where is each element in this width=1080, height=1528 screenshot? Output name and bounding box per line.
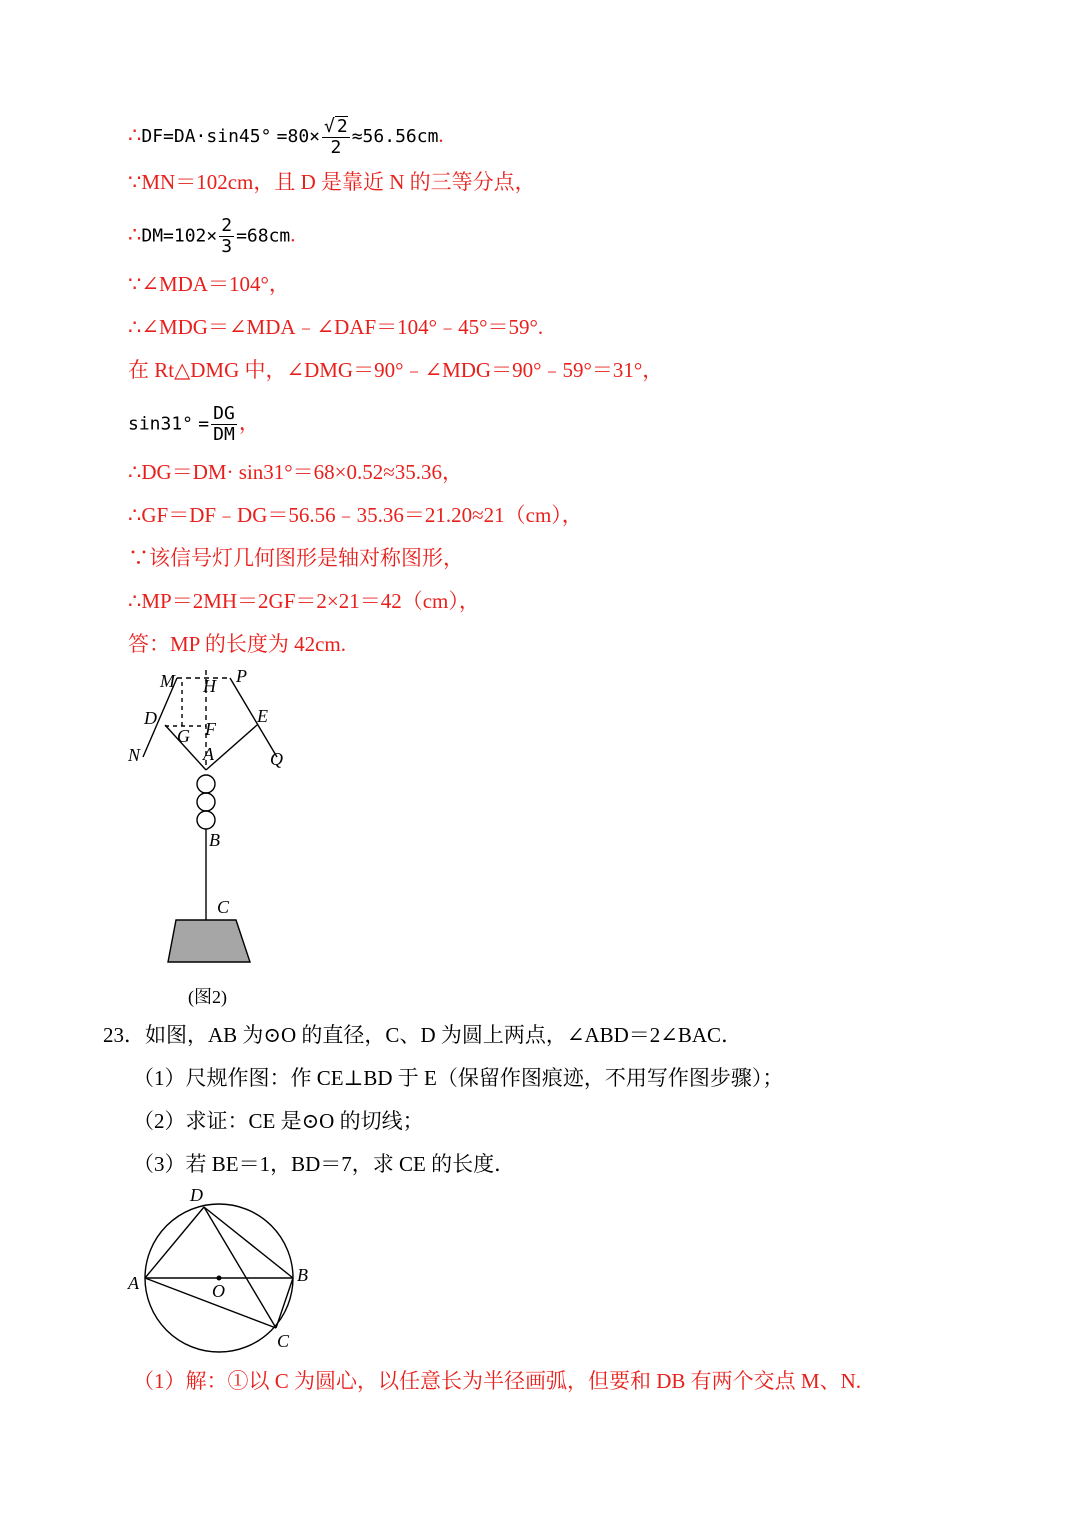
solution-line-mn: ∵MN＝102cm，且 D 是靠近 N 的三等分点，: [128, 170, 536, 194]
fraction-denominator: DM: [213, 424, 235, 445]
chord-bc: [276, 1278, 293, 1328]
circle-figure: [120, 1180, 330, 1360]
dm-result: =68cm: [236, 225, 291, 247]
question-23-stem: 23．如图，AB 为⊙O 的直径，C、D 为圆上两点，∠ABD＝2∠BAC．: [103, 1023, 743, 1047]
chord-db: [204, 1207, 293, 1278]
ball-2: [197, 793, 215, 811]
df-result: ≈56.56cm: [351, 125, 439, 147]
equals-sign: =: [198, 413, 210, 435]
question-23-part2: （2）求证：CE 是⊙O 的切线；: [133, 1109, 424, 1133]
label-d: D: [144, 708, 157, 728]
label-g: G: [177, 726, 190, 746]
label-o: O: [212, 1281, 225, 1301]
therefore-symbol: ∴: [128, 122, 142, 147]
signal-light-figure: [110, 660, 310, 1020]
base-trapezoid: [168, 920, 250, 962]
label-c: C: [277, 1331, 290, 1351]
label-m: M: [160, 671, 175, 691]
solution-line-sin31: [128, 404, 260, 445]
fraction-denominator: 2: [330, 137, 342, 158]
label-p: P: [236, 666, 247, 686]
dg-over-dm-fraction: [211, 404, 237, 445]
solution-line-dg: ∴DG＝DM· sin31°＝68×0.52≈35.36，: [128, 460, 464, 484]
label-n: N: [128, 745, 141, 765]
label-e: E: [257, 706, 268, 726]
ball-3: [197, 811, 215, 829]
solution-line-dmg: 在 Rt△DMG 中，∠DMG＝90°﹣∠MDG＝90°﹣59°＝31°，: [128, 358, 664, 382]
sin31-label: sin31°: [128, 413, 194, 435]
df-expression: DF=DA·sin45°: [141, 125, 272, 147]
solution-line-dm: [128, 216, 296, 257]
solution-answer: 答：MP 的长度为 42cm.: [128, 632, 346, 656]
sqrt-radicand: 2: [336, 116, 348, 137]
chord-ac: [145, 1278, 276, 1328]
label-f: F: [205, 719, 216, 739]
label-h: H: [203, 676, 216, 696]
solution-line-symmetry: ∵该信号灯几何图形是轴对称图形，: [128, 546, 464, 570]
solution-line-mp: ∴MP＝2MH＝2GF＝2×21＝42（cm），: [128, 589, 480, 613]
label-b: B: [209, 830, 220, 850]
label-b: B: [297, 1265, 308, 1285]
chord-dc: [204, 1207, 276, 1328]
question-23-part3: （3）若 BE＝1，BD＝7，求 CE 的长度．: [133, 1152, 516, 1176]
dm-expression: DM=102×: [141, 225, 218, 247]
label-q: Q: [270, 749, 283, 769]
question-23-part1: （1）尺规作图：作 CE⊥BD 于 E（保留作图痕迹，不用写作图步骤）；: [133, 1066, 784, 1090]
solution-line-mdg: ∴∠MDG＝∠MDA﹣∠DAF＝104°﹣45°＝59°.: [128, 315, 544, 339]
solution-line-gf: ∴GF＝DF﹣DG＝56.56﹣35.36＝21.20≈21（cm），: [128, 503, 583, 527]
label-d: D: [190, 1185, 203, 1205]
sqrt2-over-2-fraction: $\frac{√ 2}{2}$: [324, 116, 348, 158]
solution-line-df: [128, 116, 444, 158]
therefore-symbol: ∴: [128, 222, 142, 247]
ball-1: [197, 775, 215, 793]
fraction-denominator: 3: [221, 236, 233, 257]
figure-caption: (图2): [188, 987, 227, 1007]
question-23-answer1: （1）解：①以 C 为圆心，以任意长为半径画弧，但要和 DB 有两个交点 M、N.: [133, 1369, 862, 1393]
arm-line-pq: [230, 678, 277, 757]
period: .: [290, 222, 296, 247]
period: .: [438, 122, 444, 147]
comma: ，: [238, 410, 260, 435]
label-a: A: [128, 1273, 139, 1293]
fraction-numerator: DG: [213, 403, 235, 424]
fraction-numerator: 2: [221, 215, 233, 236]
center-point: [217, 1276, 222, 1281]
label-c: C: [217, 897, 230, 917]
solution-line-mda: ∵∠MDA＝104°，: [128, 272, 290, 296]
df-multiplier: =80×: [276, 125, 321, 147]
two-thirds-fraction: [219, 216, 234, 257]
label-a: A: [203, 744, 214, 764]
